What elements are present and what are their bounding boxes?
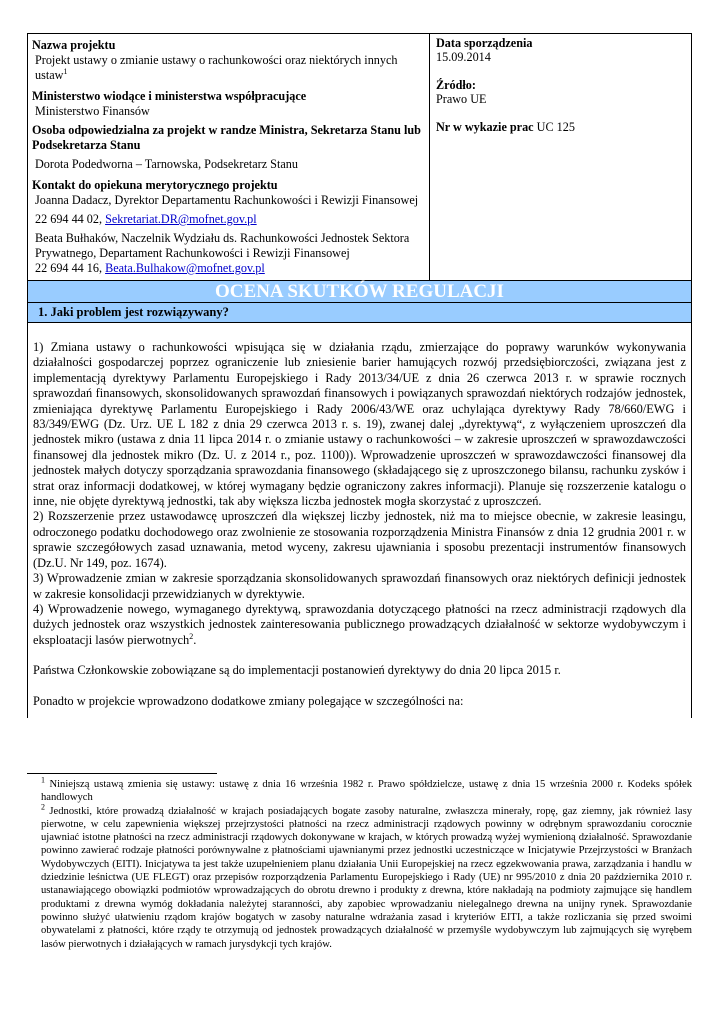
- project-name-label: Nazwa projektu: [32, 38, 116, 52]
- wykaz-label: Nr w wykazie prac: [436, 120, 534, 134]
- paragraph-5: Państwa Członkowskie zobowiązane są do implementacji postanowień dyrektywy do dnia 20 lipca 2015 r.: [33, 663, 561, 678]
- footnote-1: $^1$ Niniejszą ustawą zmienia się ustawy: ustawę z dnia 16 września 1982 r. Prawo spółdzielcze, ustawę z dnia 15 września 2000 r. Kodeks spółek handlowych: [41, 775, 692, 804]
- date-value: 15.09.2014: [436, 50, 491, 64]
- responsible-label: Osoba odpowiedzialna za projekt w randze Ministra, Sekretarza Stanu lub Podsekretarza Stanu: [32, 123, 421, 152]
- section-title: OCENA SKUTKÓW REGULACJI: [27, 281, 692, 303]
- metadata-cell: [430, 34, 691, 280]
- paragraph-4: 4) Wprowadzenie nowego, wymaganego dyrektywą, sprawozdania dotyczącego płatności na rzecz administracji rządowych dla dużych jednostek oraz wszystkich jednostek zainteresowania publicznego prowadzących działalność w sektorze wydobywczym i eksploatacji lasów pierwotnych$^2$.: [33, 601, 686, 647]
- paragraph-3: 3) Wprowadzenie zmian w zakresie sporządzania skonsolidowanych sprawozdań finansowych oraz niektórych definicji jednostek w zakresie konsolidacji przewidzianych w dyrektywie.: [33, 571, 686, 601]
- project-name: Projekt ustawy o zmianie ustawy o rachunkowości oraz niektórych innych ustaw$^1$: [35, 53, 398, 82]
- document: [27, 33, 692, 950]
- footnote-2: $^2$ Jednostki, które prowadzą działalność w krajach posiadających bogate zasoby naturalne, zwłaszcza minerały, ropę, gaz ziemny, jak również lasy pierwotne, w celu zapewnienia większej przejrzystości płatności na rzecz administracji rządowych powinny w odrębnym sprawozdaniu corocznie ujawniać istotne płatności na rzecz administracji rządowych dokonywane w krajach, w których prowadzą wyżej wymienioną działalność. Sprawozdanie powinno zawierać rodzaje płatności porównywalne z płatnościami ujawnianymi przez jednostki uczestniczące w Inicjatywie Przejrzystości w Branżach Wydobywczych (EITI). Inicjatywa ta jest także uzupełnieniem planu działania Unii Europejskiej na rzecz egzekwowania prawa, zarządzania i handlu w dziedzinie leśnictwa (UE FLEGT) oraz przepisów rozporządzenia Parlamentu Europejskiego i Rady (UE) nr 995/2010 z dnia 20 października 2010 r. ustanawiającego obowiązki podmiotów wprowadzających do obrotu drewno i produkty z drewna, które nakładają na podmioty zajmujące się handlem produktami z drewna wymóg dokładania należytej staranności, aby zapobiec wprowadzaniu nielegalnego drewna na unijny rynek. Sprawozdanie powinno służyć ułatwieniu rządom krajów bogatych w zasoby naturalne wdrażania zasad i kryteriów EITI, a także rozliczania się przed swoimi obywatelami z płatności, które rządy te otrzymują od jednostek prowadzących działalność w przemyśle wydobywczym lub zajmujących się wyrębem lasów pierwotnych i działających w ramach jurysdykcji tych krajów.: [41, 802, 692, 950]
- wykaz-value: UC 125: [533, 120, 575, 134]
- ministry-label: Ministerstwo wiodące i ministerstwa współpracujące: [32, 89, 307, 103]
- ministry-value: Ministerstwo Finansów: [35, 104, 150, 118]
- contact1-name: Joanna Dadacz, Dyrektor Departamentu Rachunkowości i Rewizji Finansowej: [35, 193, 419, 207]
- paragraph-2: 2) Rozszerzenie przez ustawodawcę uproszczeń dla większej liczby jednostek, niż ma to miejsce obecnie, w zakresie leasingu, odroczonego podatku dochodowego oraz zwolnienie ze stosowania rozporządzenia Ministra Finansów z dnia 12 grudnia 2001 r. w sprawie szczegółowych zasad uznawania, metod wyceny, zakresu ujawniania i sposobu prezentacji instrumentów finansowych (Dz.U. Nr 149, poz. 1674).: [33, 509, 686, 570]
- contact-label: Kontakt do opiekuna merytorycznego projektu: [32, 178, 278, 192]
- responsible-value: Dorota Podedworna – Tarnowska, Podsekretarz Stanu: [35, 157, 298, 171]
- wykaz-line: [436, 120, 685, 134]
- footnote-ref-1[interactable]: 1: [63, 66, 68, 76]
- contact1-email-link[interactable]: Sekretariat.DR@mofnet.gov.pl: [105, 212, 257, 226]
- contact2-name: Beata Bułhaków, Naczelnik Wydziału ds. Rachunkowości Jednostek Sektora Prywatnego, Departament Rachunkowości i Rewizji Finansowej: [35, 231, 410, 260]
- source-value: Prawo UE: [436, 92, 487, 106]
- paragraph-6: Ponadto w projekcie wprowadzono dodatkowe zmiany polegające w szczególności na:: [33, 693, 464, 708]
- contact1-phone: 22 694 44 02,: [35, 212, 106, 226]
- footnotes: [27, 773, 692, 951]
- project-info-cell: [28, 34, 430, 280]
- contact2-line: [32, 261, 425, 276]
- contact2-email-link[interactable]: Beata.Bulhakow@mofnet.gov.pl: [105, 261, 265, 275]
- contact1-line: [32, 212, 425, 227]
- question-1-heading: 1. Jaki problem jest rozwiązywany?: [27, 303, 692, 323]
- answer-1-body: [27, 323, 692, 718]
- footnote-separator: [27, 773, 217, 774]
- footnote-ref-2[interactable]: 2: [189, 631, 194, 641]
- source-label: Źródło:: [436, 78, 476, 92]
- header-table: [27, 33, 692, 281]
- paragraph-1: 1) Zmiana ustawy o rachunkowości wpisująca się w działania rządu, zmierzające do poprawy warunków wykonywania działalności gospodarczej poprzez ograniczenie lub zniesienie barier hamujących rozwój przedsiębiorczości, związana jest z implementacją dyrektywy Parlamentu Europejskiego i Rady 2013/34/UE z dnia 26 czerwca 2013 r. w sprawie rocznych sprawozdań finansowych, skonsolidowanych sprawozdań finansowych i powiązanych sprawozdań niektórych rodzajów jednostek, zmieniająca dyrektywę Parlamentu Europejskiego i Rady 2006/43/WE oraz uchylająca dyrektywy Rady 78/660/EWG i 83/349/EWG (Dz. Urz. UE L 182 z dnia 29 czerwca 2013 r. s. 19), zwanej dalej „dyrektywą“, z wyłączeniem uproszczeń dla jednostek mikro (ustawa z dnia 11 lipca 2014 r. o zmianie ustawy o rachunkowości – w zakresie uproszczeń w sprawozdawczości finansowej dla jednostek mikro (Dz. U. z 2014 r., poz. 1100)). Wprowadzenie uproszczeń w sprawozdawczości finansowej dla jednostek małych dotyczy sporządzania sprawozdania finansowego (składającego się z uproszczonego bilansu, rachunku zysków i strat oraz informacji dodatkowej, w której wymagany będzie ograniczony zakres informacji). Planuje się rozszerzenie katalogu o inne, nie objęte dyrektywą jednostki, tak aby większa liczba jednostek mogła skorzystać z uproszczeń.: [33, 340, 686, 509]
- date-label: Data sporządzenia: [436, 36, 533, 50]
- contact2-phone: 22 694 44 16,: [35, 261, 106, 275]
